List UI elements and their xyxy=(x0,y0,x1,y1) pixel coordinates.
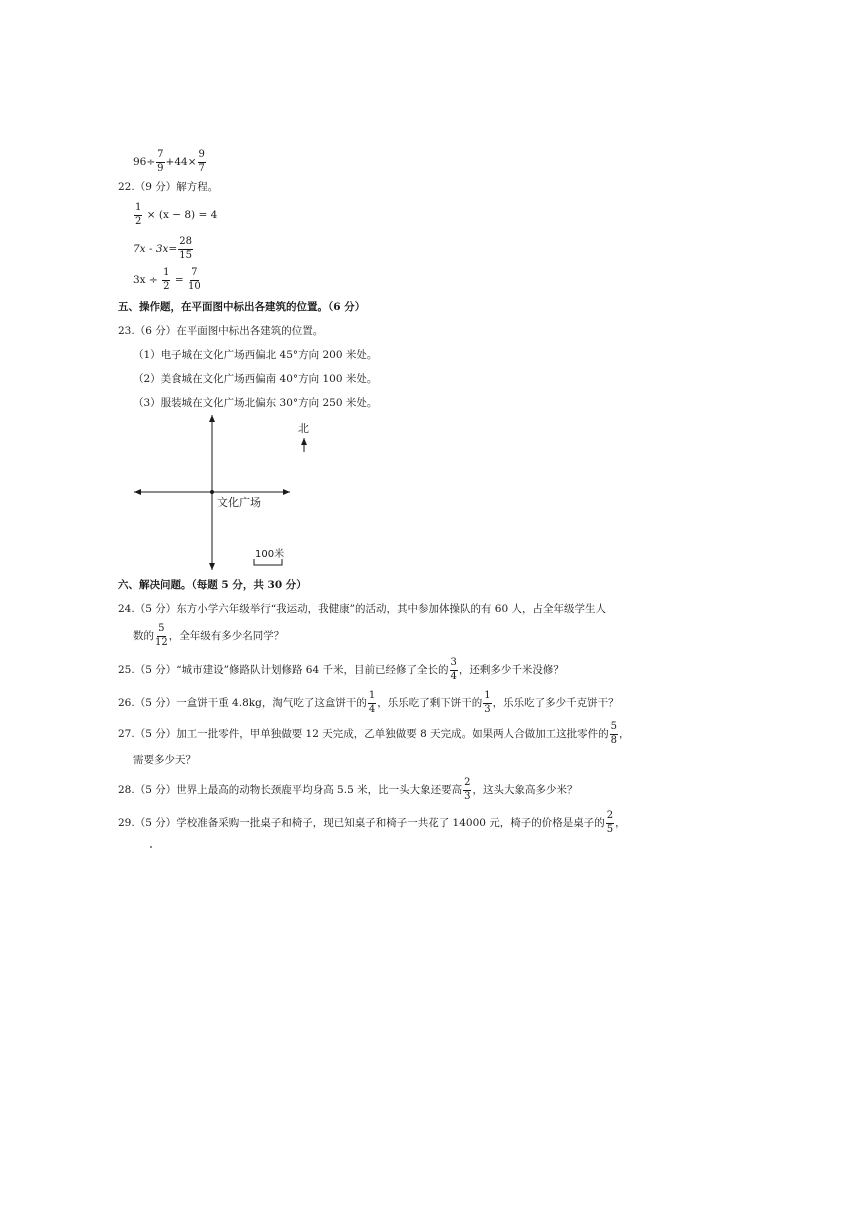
denominator: 3 xyxy=(464,790,471,802)
fraction xyxy=(450,658,458,682)
denominator: 3 xyxy=(484,703,491,715)
fraction xyxy=(178,237,193,261)
question-29 xyxy=(118,811,626,835)
text: 数的 xyxy=(133,630,154,642)
numerator: 1 xyxy=(134,203,142,216)
numerator: 1 xyxy=(368,691,376,704)
text: ，这头大象高多少米？ xyxy=(472,784,578,796)
position-diagram xyxy=(126,412,326,572)
text: ， xyxy=(615,817,626,829)
numerator: 28 xyxy=(178,237,193,250)
equation-1 xyxy=(133,203,217,227)
text: 28.（5 分）世界上最高的动物长颈鹿平均身高 5.5 米，比一头大象还要高 xyxy=(118,784,463,796)
question-28 xyxy=(118,778,577,802)
text: ，还剩多少千米没修？ xyxy=(458,664,564,676)
equation-text: 3x ÷ xyxy=(133,274,158,286)
numerator: 7 xyxy=(156,150,164,163)
denominator: 15 xyxy=(179,249,192,261)
numerator: 1 xyxy=(162,268,170,281)
text: 26.（5 分）一盒饼干重 4.8kg，淘气吃了这盒饼干的 xyxy=(118,697,367,709)
denominator: 5 xyxy=(606,823,614,835)
equation-text: = xyxy=(174,274,184,286)
denominator: 10 xyxy=(187,280,201,292)
fraction xyxy=(198,150,206,174)
numerator: 9 xyxy=(198,150,206,163)
fraction xyxy=(134,203,142,227)
numerator: 5 xyxy=(157,624,165,637)
numerator: 2 xyxy=(606,811,614,824)
fraction xyxy=(162,268,170,292)
question-25 xyxy=(118,658,564,682)
expression-line xyxy=(133,150,207,174)
center-point xyxy=(210,490,214,494)
text: 29.（5 分）学校准备采购一批桌子和椅子，现已知桌子和椅子一共花了 14000 元，椅子的价格是桌子的 xyxy=(118,817,605,829)
text: ，全年级有多少名同学？ xyxy=(168,630,285,642)
stray-mark xyxy=(150,846,152,848)
question-24-line1: 24.（5 分）东方小学六年级举行“我运动，我健康”的活动，其中参加体操队的有 60 人，占全年级学生人 xyxy=(118,603,606,615)
denominator: 8 xyxy=(610,734,617,746)
denominator: 2 xyxy=(163,280,170,292)
denominator: 7 xyxy=(198,162,205,174)
fraction xyxy=(368,691,376,715)
text: ，乐乐吃了剩下饼干的 xyxy=(377,697,483,709)
fraction xyxy=(483,691,491,715)
question-27-line2: 需要多少天？ xyxy=(133,754,196,766)
equation-text: × (x − 8) = 4 xyxy=(146,209,218,221)
fraction xyxy=(463,778,471,802)
numerator: 3 xyxy=(450,658,458,671)
numerator: 2 xyxy=(463,778,471,791)
equation-3 xyxy=(133,268,202,292)
question-22-title: 22.（9 分）解方程。 xyxy=(118,181,219,193)
question-26 xyxy=(118,691,619,715)
denominator: 12 xyxy=(155,636,168,648)
denominator: 4 xyxy=(368,703,376,715)
text: ， xyxy=(618,728,630,740)
numerator: 1 xyxy=(483,691,491,704)
numerator: 7 xyxy=(190,268,198,281)
text: 25.（5 分）“城市建设”修路队计划修路 64 千米，目前已经修了全长的 xyxy=(118,664,449,676)
fraction xyxy=(188,268,201,292)
question-27-line1 xyxy=(118,722,629,746)
denominator: 4 xyxy=(450,670,457,682)
text: 27.（5 分）加工一批零件，甲单独做要 12 天完成，乙单独做要 8 天完成。如果两人合做加工这批零件的 xyxy=(118,728,609,740)
equation-text: 7x - 3x= xyxy=(133,243,178,255)
expr-part: +44× xyxy=(165,156,197,168)
question-23-title: 23.（6 分）在平面图中标出各建筑的位置。 xyxy=(118,325,324,337)
q23-item-2: （2）美食城在文化广场西偏南 40°方向 100 米处。 xyxy=(133,373,378,385)
expr-part: 96÷ xyxy=(133,156,156,168)
q23-item-1: （1）电子城在文化广场西偏北 45°方向 200 米处。 xyxy=(133,349,378,361)
fraction xyxy=(156,150,164,174)
q23-item-3: （3）服装城在文化广场北偏东 30°方向 250 米处。 xyxy=(133,397,378,409)
text: ，乐乐吃了多少千克饼干？ xyxy=(492,697,619,709)
section-6-title: 六、解决问题。（每题 5 分，共 30 分） xyxy=(118,579,307,591)
denominator: 2 xyxy=(135,215,142,227)
center-label: 文化广场 xyxy=(217,496,261,509)
north-label: 北 xyxy=(298,422,309,435)
scale-label: 100米 xyxy=(255,549,285,560)
denominator: 9 xyxy=(157,162,164,174)
fraction xyxy=(606,811,614,835)
equation-2 xyxy=(133,237,194,261)
section-5-title: 五、操作题，在平面图中标出各建筑的位置。（6 分） xyxy=(118,301,366,313)
fraction xyxy=(610,722,618,746)
question-24-line2 xyxy=(133,624,284,648)
numerator: 5 xyxy=(610,722,618,735)
fraction xyxy=(155,624,168,648)
